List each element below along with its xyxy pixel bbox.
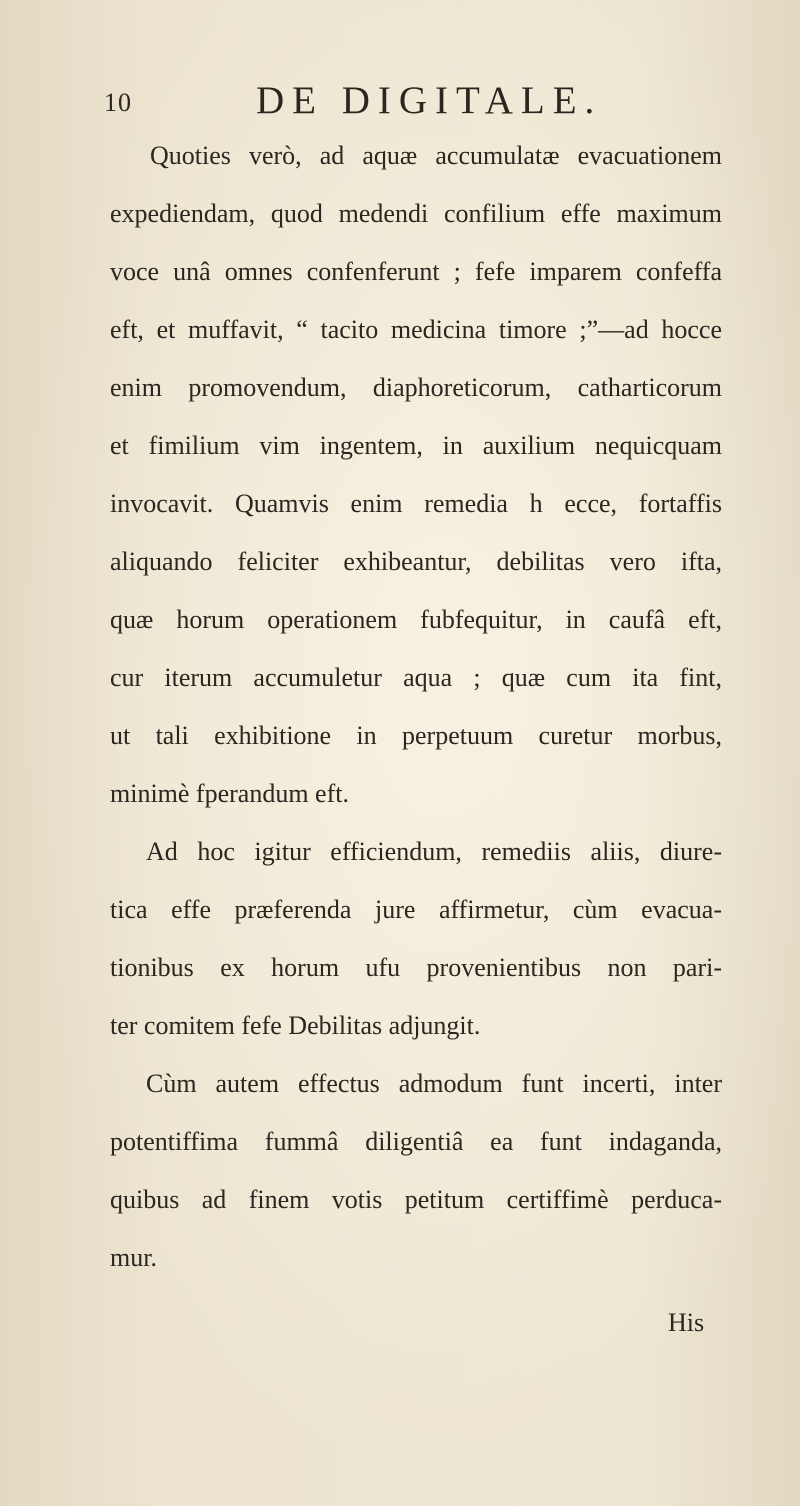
page-header <box>0 78 800 122</box>
text-line-11: ut tali exhibitione in perpetuum curetur morbus, <box>110 721 722 750</box>
text-line-18: potentiffima fummâ diligentiâ ea funt indaganda, <box>110 1127 722 1156</box>
text-line-6: et fimilium vim ingentem, in auxilium nequicquam <box>110 431 722 460</box>
text-line-14: tica effe præferenda jure affirmetur, cùm evacua- <box>110 895 722 924</box>
text-line-9: quæ horum operationem fubfequitur, in caufâ eft, <box>110 605 722 634</box>
text-line-7: invocavit. Quamvis enim remedia h ecce, fortaffis <box>110 489 722 518</box>
page-number: 10 <box>104 88 132 117</box>
text-line-4: eft, et muffavit, “ tacito medicina timore ;”—ad hocce <box>110 315 722 344</box>
text-line-16: ter comitem fefe Debilitas adjungit. <box>110 1011 481 1040</box>
text-line-19: quibus ad finem votis petitum certiffimè perduca- <box>110 1185 722 1214</box>
text-line-8: aliquando feliciter exhibeantur, debilitas vero ifta, <box>110 547 722 576</box>
catchword: His <box>668 1308 705 1337</box>
text-line-3: voce unâ omnes confenferunt ; fefe imparem confeffa <box>110 257 722 286</box>
text-line-15: tionibus ex horum ufu provenientibus non pari- <box>110 953 722 982</box>
text-line-20: mur. <box>110 1243 157 1272</box>
text-line-5: enim promovendum, diaphoreticorum, catharticorum <box>110 373 722 402</box>
text-line-2: expediendam, quod medendi confilium effe maximum <box>110 199 722 228</box>
text-line-1: Quoties verò, ad aquæ accumulatæ evacuationem <box>150 141 722 170</box>
text-line-17: Cùm autem effectus admodum funt incerti, inter <box>146 1069 722 1098</box>
text-line-12: minimè fperandum eft. <box>110 779 349 808</box>
running-title: DE DIGITALE. <box>256 79 603 122</box>
text-line-10: cur iterum accumuletur aqua ; quæ cum ita fint, <box>110 663 722 692</box>
text-line-13: Ad hoc igitur efficiendum, remediis aliis, diure- <box>146 837 722 866</box>
